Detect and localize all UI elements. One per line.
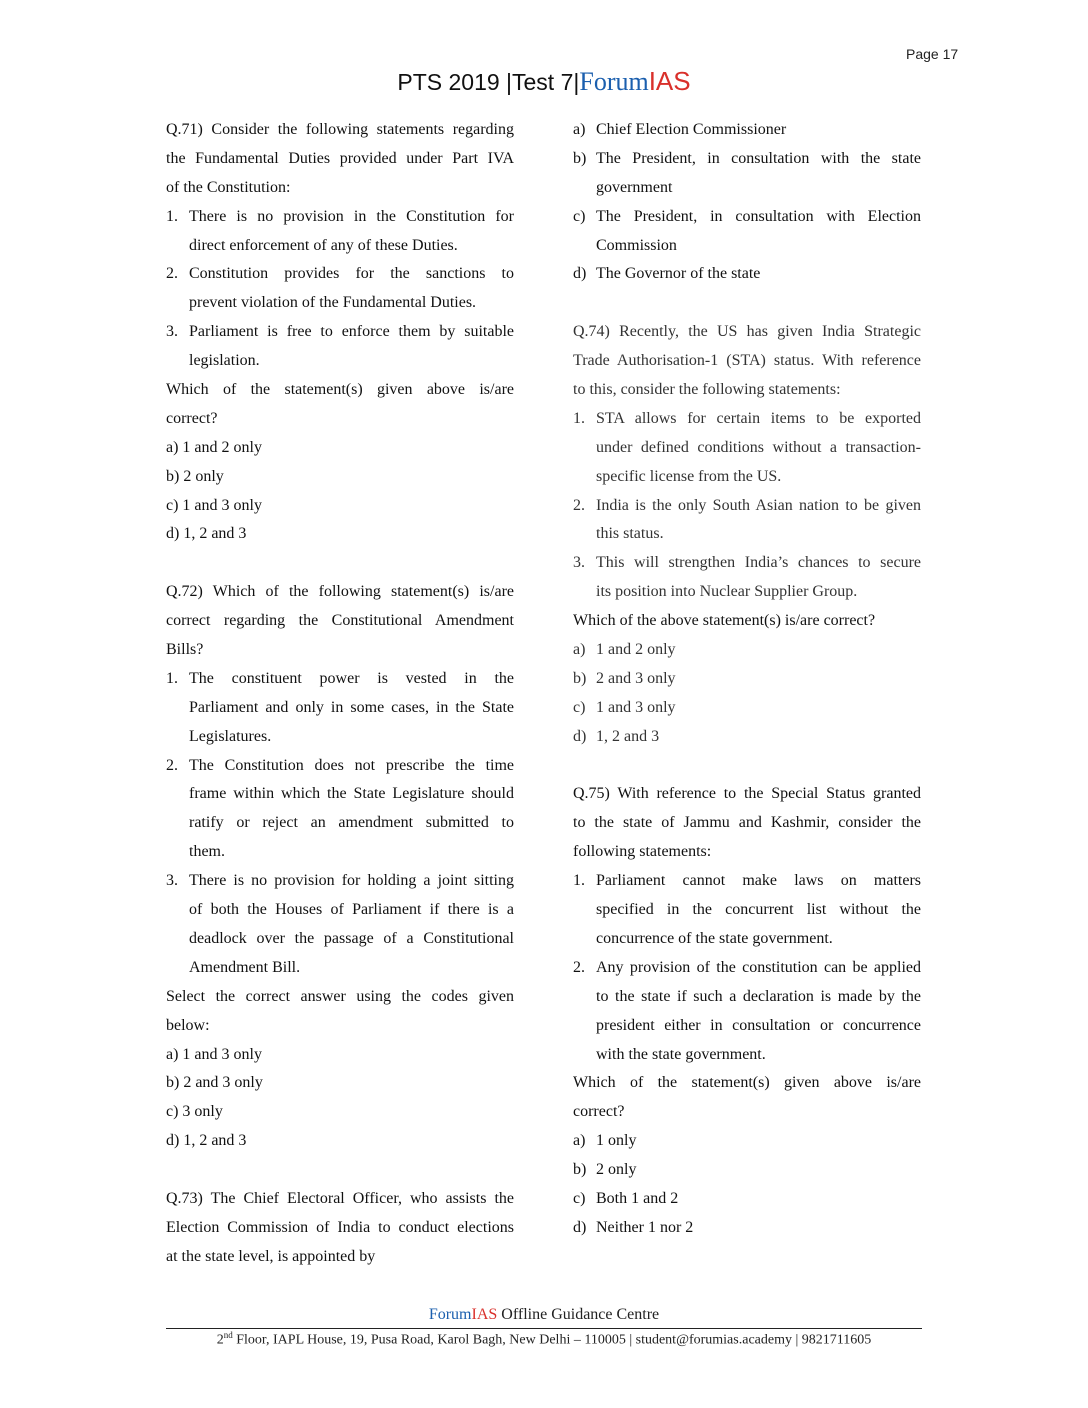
statement-text: specific license from the US. [596,467,782,485]
statement-text: under defined conditions without a transaction- [596,438,921,456]
statement-1 [166,665,514,694]
answer-option-d[interactable] [573,723,921,752]
question-stem-line: Trade Authorisation-1 (STA) status. With reference [573,352,921,370]
option-letter: a) [573,1132,586,1150]
question-ask: Which of the statement(s) given above is/are [166,381,514,399]
option-letter: a) [573,121,586,138]
question-stem-line: correct regarding the Constitutional Amendment [166,612,514,630]
statement-number: 2. [166,265,178,283]
answer-option-d[interactable]: d) 1, 2 and 3 [166,1132,247,1150]
question-stem-line: to the state of Jammu and Kashmir, consider the [573,814,921,832]
statement-text: ratify or reject an amendment submitted to [189,814,514,832]
question-stem-line: at the state level, is appointed by [166,1247,376,1265]
answer-option-b[interactable] [573,145,921,174]
statement-text: concurrence of the state government. [596,929,833,947]
option-text: 1 and 3 only [596,698,676,716]
statement-text: There is no provision in the Constitution for [189,207,514,225]
statement-text: Parliament is free to enforce them by suitable [189,323,514,341]
option-letter: d) [573,1218,587,1236]
statement-text: them. [189,843,225,861]
answer-option-c[interactable]: c) 1 and 3 only [166,496,262,514]
statement-2 [573,492,921,521]
statement-1 [573,867,921,896]
statement-number: 1. [573,409,585,427]
answer-option-d[interactable] [573,260,921,289]
question-ask: Select the correct answer using the codes given [166,987,514,1005]
spacer [166,1156,514,1185]
header-test-label: PTS 2019 |Test 7| [397,69,580,95]
statement-number: 3. [166,323,178,341]
footer-divider [166,1328,922,1329]
option-letter: d) [573,727,587,745]
question-stem-line: of the Constitution: [166,178,291,196]
statement-text: Any provision of the constitution can be applied [596,958,921,976]
statement-text: frame within which the State Legislature should [189,785,514,803]
question-stem-line: Bills? [166,641,204,659]
statement-number: 1. [166,207,178,225]
statement-text: prevent violation of the Fundamental Duties. [189,294,477,312]
answer-option-c[interactable] [573,694,921,723]
option-letter: b) [573,149,587,167]
question-stem-line: Q.74) Recently, the US has given India Strategic [573,323,921,341]
statement-text: direct enforcement of any of these Duties. [189,236,458,254]
statement-text: This will strengthen India’s chances to secure [596,554,921,572]
option-text: The President, in consultation with Election [596,207,921,225]
question-73-options [573,116,921,289]
statement-number: 3. [166,872,178,890]
statement-text: There is no provision for holding a joint sitting [189,872,514,890]
header-brand-ias: IAS [648,66,691,96]
footer-floor-number: 2 [216,1332,224,1348]
statement-2 [166,752,514,781]
question-ask: correct? [573,1103,625,1121]
statement-text: of both the Houses of Parliament if there is a [189,901,514,919]
statement-text: Constitution provides for the sanctions to [189,265,514,283]
statement-1 [573,405,921,434]
question-ask: below: [166,1016,210,1034]
option-text: Commission [596,236,677,254]
option-letter: a) [573,641,586,659]
question-71 [166,116,514,549]
answer-option-b[interactable] [573,1156,921,1185]
answer-option-d[interactable] [573,1214,921,1243]
statement-2 [573,954,921,983]
answer-option-a[interactable] [573,116,921,145]
statement-text: India is the only South Asian nation to be given [596,496,921,514]
statement-2 [166,260,514,289]
answer-option-c[interactable] [573,1185,921,1214]
option-letter: b) [573,1161,587,1179]
question-stem-line: Q.75) With reference to the Special Status granted [573,785,921,803]
footer-title [0,1306,1088,1324]
answer-option-c[interactable] [573,203,921,232]
question-ask: Which of the above statement(s) is/are correct? [573,612,876,630]
statement-text: legislation. [189,352,260,370]
question-stem-line: to this, consider the following statements: [573,381,841,399]
option-text: 1, 2 and 3 [596,727,660,745]
statement-text: specified in the concurrent list without the [596,901,921,919]
statement-text: deadlock over the passage of a Constitutional [189,929,514,947]
answer-option-a[interactable]: a) 1 and 3 only [166,1045,262,1063]
question-stem-line: the Fundamental Duties provided under Part IVA [166,149,514,167]
answer-option-b[interactable] [573,665,921,694]
left-column [166,116,514,1272]
footer-brand-ias: IAS [471,1306,498,1323]
option-text: Both 1 and 2 [596,1189,679,1207]
statement-number: 2. [573,496,585,514]
footer-address [0,1330,1088,1349]
statement-text: Parliament cannot make laws on matters [596,872,921,890]
question-stem-line: Q.72) Which of the following statement(s) is/are [166,583,514,601]
spacer [573,752,921,781]
question-ask: correct? [166,409,218,427]
option-text: Neither 1 nor 2 [596,1218,694,1236]
answer-option-d[interactable]: d) 1, 2 and 3 [166,525,247,543]
statement-1 [166,203,514,232]
statement-text: The constituent power is vested in the [189,669,514,687]
option-letter: b) [573,669,587,687]
statement-number: 2. [166,756,178,774]
option-letter: d) [573,265,587,283]
statement-3 [573,549,921,578]
answer-option-a[interactable] [573,636,921,665]
right-column [573,116,921,1243]
statement-text: this status. [596,525,664,543]
question-72 [166,578,514,1156]
statement-number: 2. [573,958,585,976]
question-stem-line: Q.73) The Chief Electoral Officer, who assists the [166,1189,514,1207]
statement-text: president either in consultation or concurrence [596,1016,921,1034]
option-text: The Governor of the state [596,265,761,283]
answer-option-a[interactable]: a) 1 and 2 only [166,438,262,456]
option-letter: c) [573,207,586,225]
statement-number: 1. [573,872,585,890]
footer-address-text: Floor, IAPL House, 19, Pusa Road, Karol Bagh, New Delhi – 110005 | student@forumias.academy | 9821711605 [232,1332,872,1348]
answer-option-b[interactable]: b) 2 only [166,467,224,485]
option-letter: c) [573,1189,586,1207]
statement-3 [166,318,514,347]
footer-title-text: Offline Guidance Centre [497,1306,660,1323]
statement-3 [166,867,514,896]
option-text: 1 only [596,1132,637,1150]
footer-floor-suffix: nd [223,1330,233,1340]
statement-text: Parliament and only in some cases, in the State [189,698,514,716]
spacer [573,289,921,318]
statement-number: 3. [573,554,585,572]
header-brand-forum: Forum [579,67,649,96]
option-text: government [596,178,673,196]
question-73 [166,1185,514,1272]
spacer [166,549,514,578]
option-text: Chief Election Commissioner [596,121,787,138]
question-74 [573,318,921,751]
statement-text: Amendment Bill. [189,958,301,976]
answer-option-b[interactable]: b) 2 and 3 only [166,1074,263,1092]
statement-text: its position into Nuclear Supplier Group. [596,583,858,601]
option-letter: c) [573,698,586,716]
option-text: The President, in consultation with the state [596,149,921,167]
footer-brand-forum: Forum [428,1306,472,1323]
option-text: 1 and 2 only [596,641,676,659]
statement-text: with the state government. [596,1045,766,1063]
question-stem-line: Q.71) Consider the following statements regarding [166,121,514,138]
question-stem-line: Election Commission of India to conduct elections [166,1218,514,1236]
answer-option-a[interactable] [573,1127,921,1156]
statement-text: to the state if such a declaration is made by the [596,987,921,1005]
option-text: 2 and 3 only [596,669,676,687]
answer-option-c[interactable]: c) 3 only [166,1103,223,1121]
page-number: Page 17 [906,46,959,62]
page-header [0,66,1088,97]
question-stem-line: following statements: [573,843,712,861]
statement-text: The Constitution does not prescribe the time [189,756,514,774]
statement-text: Legislatures. [189,727,272,745]
statement-number: 1. [166,669,178,687]
question-75 [573,780,921,1242]
question-ask: Which of the statement(s) given above is/are [573,1074,921,1092]
statement-text: STA allows for certain items to be exported [596,409,921,427]
option-text: 2 only [596,1161,637,1179]
